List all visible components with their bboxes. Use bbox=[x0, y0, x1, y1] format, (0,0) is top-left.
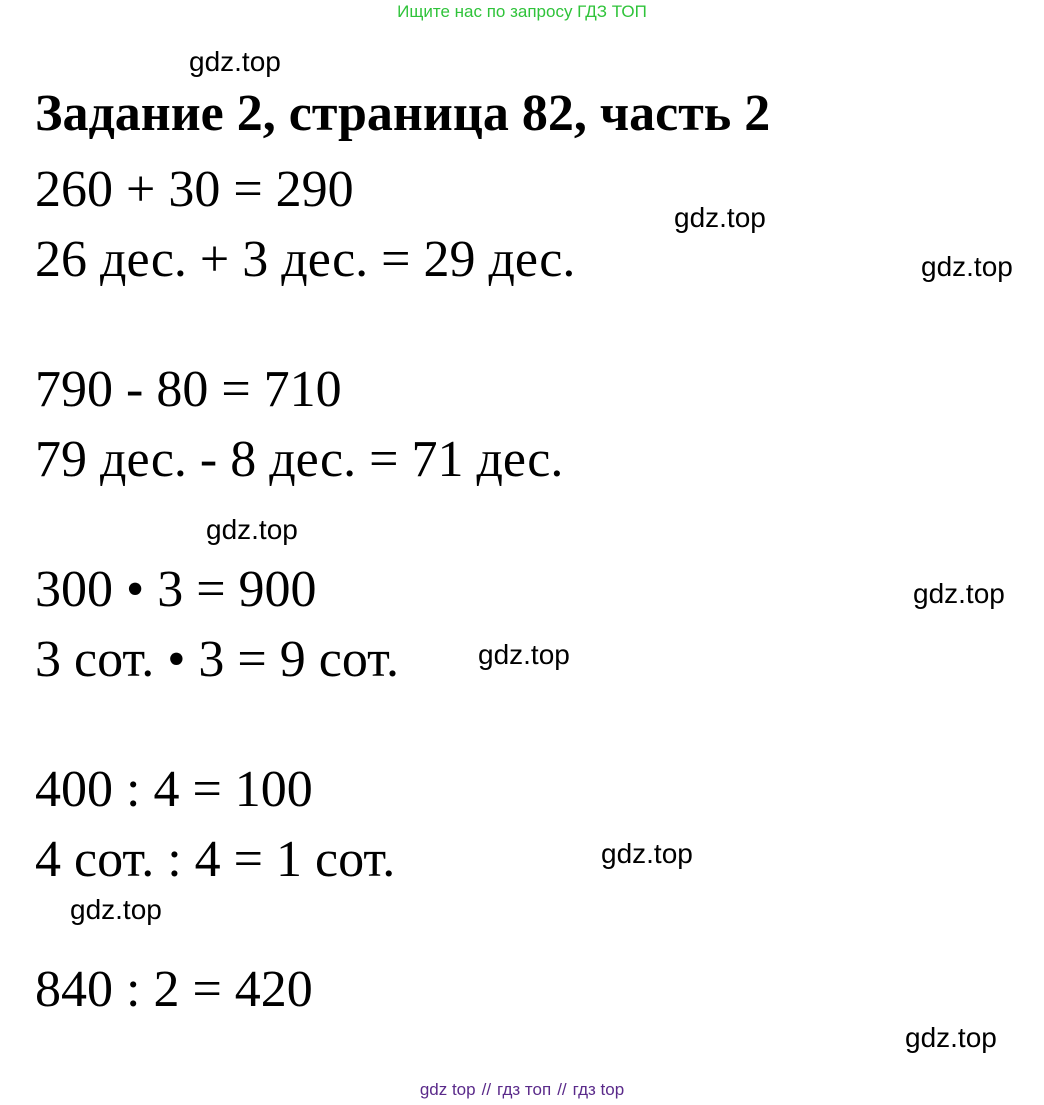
equation-7: 400 : 4 = 100 bbox=[35, 761, 313, 818]
equation-2: 26 дес. + 3 дес. = 29 дес. bbox=[35, 231, 576, 288]
watermark: gdz.top bbox=[189, 46, 281, 77]
watermark: gdz.top bbox=[905, 1022, 997, 1053]
footer-link-gdz-top-mixed[interactable]: гдз top bbox=[572, 1080, 625, 1099]
watermark: gdz.top bbox=[674, 202, 766, 233]
equation-5: 300 • 3 = 900 bbox=[35, 561, 317, 618]
watermark: gdz.top bbox=[206, 514, 298, 545]
equation-4: 79 дес. - 8 дес. = 71 дес. bbox=[35, 431, 564, 488]
watermark: gdz.top bbox=[478, 639, 570, 670]
watermark: gdz.top bbox=[70, 894, 162, 925]
footer-links bbox=[0, 1080, 1044, 1100]
equation-6: 3 сот. • 3 = 9 сот. bbox=[35, 631, 399, 688]
search-banner[interactable]: Ищите нас по запросу ГДЗ ТОП bbox=[397, 2, 647, 21]
page-title: Задание 2, страница 82, часть 2 bbox=[35, 85, 771, 142]
equation-1: 260 + 30 = 290 bbox=[35, 161, 354, 218]
watermark: gdz.top bbox=[913, 578, 1005, 609]
footer-link-gdz-top[interactable]: gdz top bbox=[419, 1080, 476, 1099]
footer-separator: // bbox=[481, 1080, 492, 1099]
equation-3: 790 - 80 = 710 bbox=[35, 361, 342, 418]
footer-separator: // bbox=[557, 1080, 567, 1099]
watermark: gdz.top bbox=[601, 838, 693, 869]
equation-9: 840 : 2 = 420 bbox=[35, 961, 313, 1018]
footer-link-gdz-top-ru[interactable]: гдз топ bbox=[497, 1080, 552, 1099]
watermark: gdz.top bbox=[921, 251, 1013, 282]
equation-8: 4 сот. : 4 = 1 сот. bbox=[35, 831, 396, 888]
